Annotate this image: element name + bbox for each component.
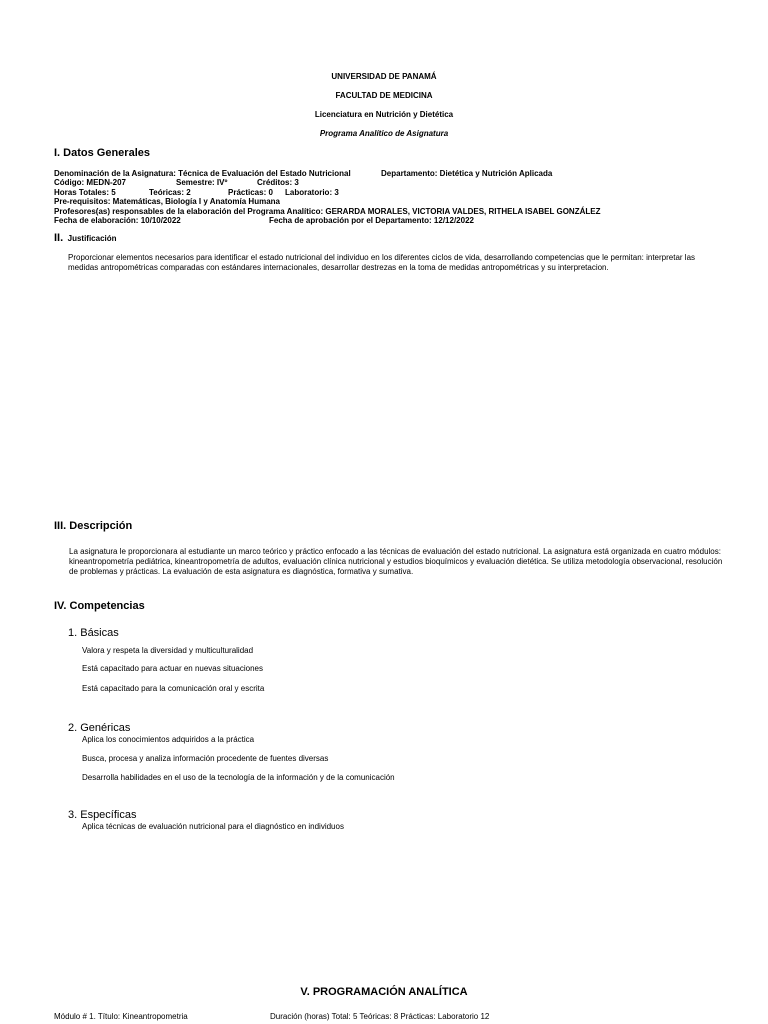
subject-code: Código: MEDN-207 (54, 178, 126, 188)
section-1-title: I. Datos Generales (54, 147, 150, 159)
list-item: Valora y respeta la diversidad y multiculturalidad (82, 646, 254, 655)
description-text: La asignatura le proporcionara al estudiante un marco teórico y práctico enfocado a las técnicas de evaluación del estado nutricional. La asignatura está organizada en cuatro módulos: kineantropometría pediátrica, kineantropometría de adultos, evaluación clínica nutricional y estudios bioquímicos y evaluación dietética. Se utiliza metodología observacional, resolución de problemas y prácticas. La evaluación de esta asignatura es diagnóstica, formativa y sumativa. (69, 547, 723, 576)
list-item: Aplica técnicas de evaluación nutricional para el diagnóstico en individuos (82, 822, 344, 831)
competency-specific-title: 3. Específicas (68, 809, 137, 821)
section-2-heading (54, 228, 117, 246)
list-item: Está capacitado para actuar en nuevas situaciones (82, 664, 264, 673)
university-name: UNIVERSIDAD DE PANAMÁ (331, 72, 437, 81)
faculty-name: FACULTAD DE MEDICINA (335, 91, 433, 100)
prerequisites: Pre-requisitos: Matemáticas, Biología I y Anatomía Humana (54, 197, 280, 207)
credits: Créditos: 3 (257, 178, 299, 188)
section-4-title: IV. Competencias (54, 600, 145, 612)
total-hours: Horas Totales: 5 (54, 187, 116, 197)
responsible-professors: Profesores(as) responsables de la elaboración del Programa Analítico: GERARDA MORALES, VICTORIA VALDES, RITHELA ISABEL GONZÁLEZ (54, 206, 601, 216)
section-2-title: Justificación (67, 234, 117, 243)
department: Departamento: Dietética y Nutrición Aplicada (381, 169, 553, 178)
list-item: Está capacitado para la comunicación oral y escrita (82, 684, 265, 693)
practice-hours: Prácticas: 0 (228, 187, 273, 197)
elaboration-date: Fecha de elaboración: 10/10/2022 (54, 215, 181, 225)
list-item: Desarrolla habilidades en el uso de la tecnología de la información y de la comunicación (82, 773, 395, 782)
lab-hours: Laboratorio: 3 (285, 187, 339, 197)
approval-date: Fecha de aprobación por el Departamento: 12/12/2022 (269, 215, 474, 225)
subject-name: Denominación de la Asignatura: Técnica de Evaluación del Estado Nutricional (54, 169, 351, 178)
program-name: Licenciatura en Nutrición y Dietética (314, 110, 454, 119)
competency-generic-title: 2. Genéricas (68, 722, 131, 734)
competency-basic-title: 1. Básicas (68, 627, 119, 639)
list-item: Busca, procesa y analiza información procedente de fuentes diversas (82, 754, 329, 763)
list-item: Aplica los conocimientos adquiridos a la práctica (82, 735, 255, 744)
module-title: Módulo # 1. Título: Kineantropometria (54, 1012, 188, 1021)
section-2-number: II. (54, 232, 64, 244)
semester: Semestre: IVº (176, 178, 228, 188)
module-duration: Duración (horas) Total: 5 Teóricas: 8 Prácticas: Laboratorio 12 (270, 1012, 490, 1021)
document-title: Programa Analítico de Asignatura (319, 129, 449, 138)
general-data-block (54, 169, 754, 225)
justification-text: Proporcionar elementos necesarios para identificar el estado nutricional del individuo en los diferentes ciclos de vida, desarrollando competencias que le permitan: interpretar las medidas antropométricas comparadas con estándares internacionales, desarrollar destrezas en la toma de medidas antropométricas y su interpretacion. (68, 253, 696, 272)
section-5-title: V. PROGRAMACIÓN ANALÍTICA (300, 986, 468, 998)
section-3-title: III. Descripción (54, 520, 133, 532)
theory-hours: Teóricas: 2 (149, 187, 191, 197)
